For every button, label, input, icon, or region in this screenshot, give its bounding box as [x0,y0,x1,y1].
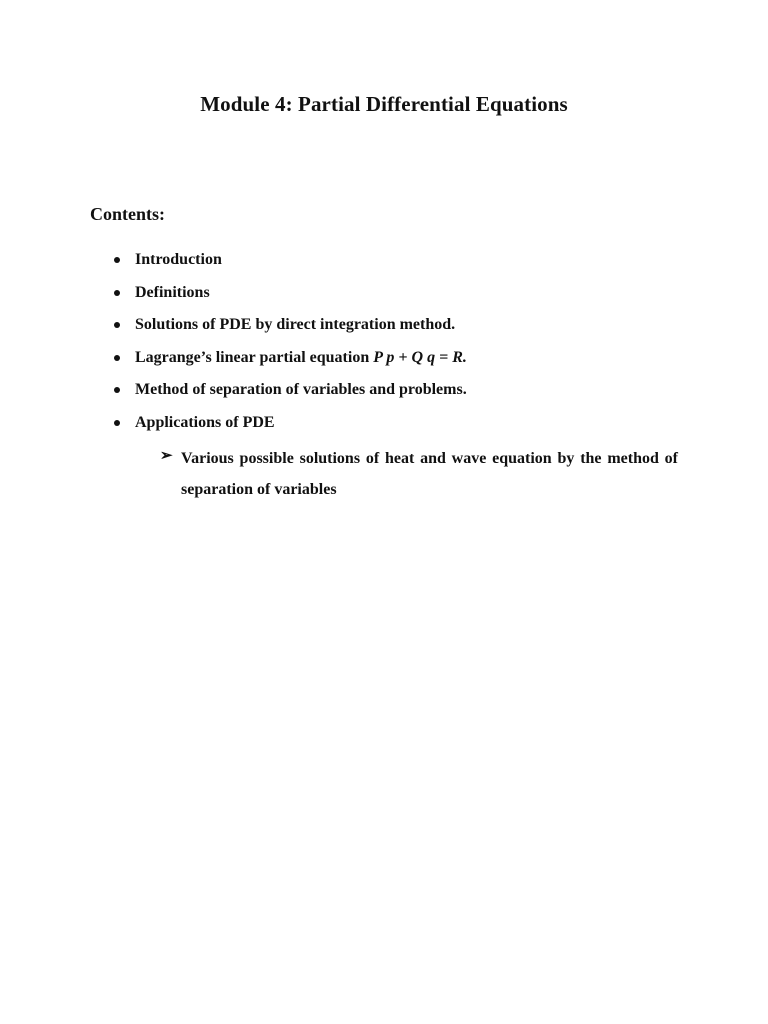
list-item-text: Introduction [135,251,222,268]
list-item-definitions [110,283,680,316]
bullet-dot-icon [114,322,120,328]
page-title: Module 4: Partial Differential Equations [200,92,568,116]
list-item-direct-integration [110,315,680,348]
list-item-text: Method of separation of variables and problems. [135,381,467,399]
list-item-text: Solutions of PDE by direct integration method. [135,316,456,334]
list-item-text: Definitions [135,283,210,301]
lagrange-equation: P p + Q q = R. [373,348,467,366]
list-item-separation-of-variables [110,380,680,413]
bullet-dot-icon [114,257,120,263]
sub-list-item-heat-wave [160,443,678,505]
list-item-introduction [110,250,680,283]
contents-list [110,250,680,446]
applications-sub-list [160,443,678,505]
sub-list-item-text: Various possible solutions of heat and wave equation by the method of separation of variables [181,450,678,498]
arrow-right-icon: ➢ [160,448,173,464]
list-item-text: Applications of PDE [135,413,275,431]
contents-heading: Contents: [90,204,165,224]
list-item-lagrange [110,348,680,381]
bullet-dot-icon [114,290,120,296]
bullet-dot-icon [114,420,120,426]
list-item-text: Lagrange’s linear partial equation [135,348,374,366]
list-item-applications [110,413,680,446]
bullet-dot-icon [114,387,120,393]
bullet-dot-icon [114,355,120,361]
